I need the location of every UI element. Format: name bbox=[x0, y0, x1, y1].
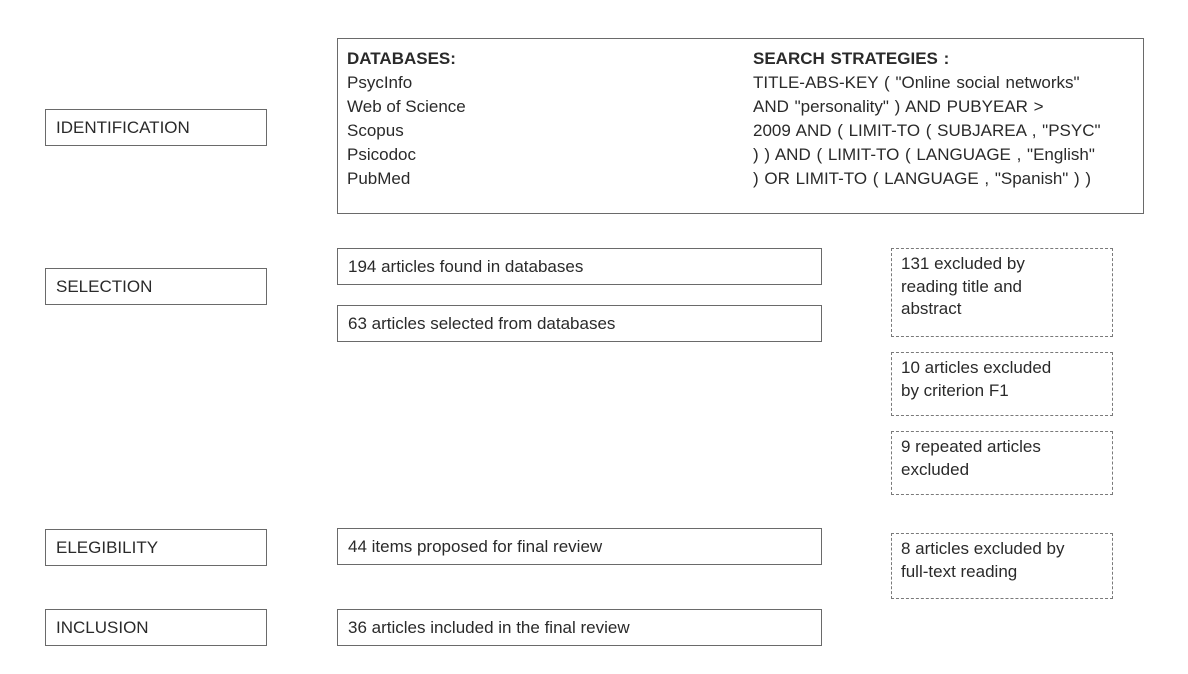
exclusion-line: full-text reading bbox=[901, 561, 1018, 581]
exclusion-line: 8 articles excluded by bbox=[901, 539, 1065, 558]
exclusion-line: excluded bbox=[901, 459, 970, 479]
exclusion-line: 131 excluded by bbox=[901, 254, 1025, 273]
stage-elegibility: ELEGIBILITY bbox=[45, 529, 267, 566]
exclusion-line: reading title and bbox=[901, 276, 1022, 296]
exclusion-title-abstract bbox=[891, 248, 1113, 337]
exclusion-line: by criterion F1 bbox=[901, 380, 1009, 400]
exclusion-line: 9 repeated articles bbox=[901, 437, 1041, 456]
stage-inclusion: INCLUSION bbox=[45, 609, 267, 646]
exclusion-criterion-f1 bbox=[891, 352, 1113, 416]
search-strategy-line: ) ) AND ( LIMIT-TO ( LANGUAGE , "English" bbox=[753, 145, 1095, 164]
databases-heading: DATABASES: bbox=[347, 49, 456, 68]
step-articles-found: 194 articles found in databases bbox=[337, 248, 822, 285]
search-strategy-line: ) OR LIMIT-TO ( LANGUAGE , "Spanish" ) ) bbox=[753, 169, 1092, 188]
step-articles-included: 36 articles included in the final review bbox=[337, 609, 822, 646]
search-strategy-line: AND "personality" ) AND PUBYEAR > bbox=[753, 97, 1044, 116]
database-item: PsycInfo bbox=[347, 73, 413, 92]
database-item: PubMed bbox=[347, 169, 411, 188]
exclusion-repeated bbox=[891, 431, 1113, 495]
exclusion-full-text bbox=[891, 533, 1113, 599]
search-strategy-line: TITLE-ABS-KEY ( "Online social networks" bbox=[753, 73, 1080, 92]
stage-identification: IDENTIFICATION bbox=[45, 109, 267, 146]
database-item: Psicodoc bbox=[347, 145, 416, 164]
search-strategy-line: 2009 AND ( LIMIT-TO ( SUBJAREA , "PSYC" bbox=[753, 121, 1101, 140]
database-item: Scopus bbox=[347, 121, 404, 140]
databases-search-box bbox=[337, 38, 1144, 214]
database-item: Web of Science bbox=[347, 97, 466, 116]
search-strategies bbox=[753, 47, 1138, 191]
step-articles-selected: 63 articles selected from databases bbox=[337, 305, 822, 342]
search-strategies-heading: SEARCH STRATEGIES : bbox=[753, 49, 950, 68]
exclusion-line: 10 articles excluded bbox=[901, 358, 1052, 377]
exclusion-line: abstract bbox=[901, 299, 962, 318]
step-items-proposed: 44 items proposed for final review bbox=[337, 528, 822, 565]
databases-list bbox=[347, 47, 727, 191]
stage-selection: SELECTION bbox=[45, 268, 267, 305]
